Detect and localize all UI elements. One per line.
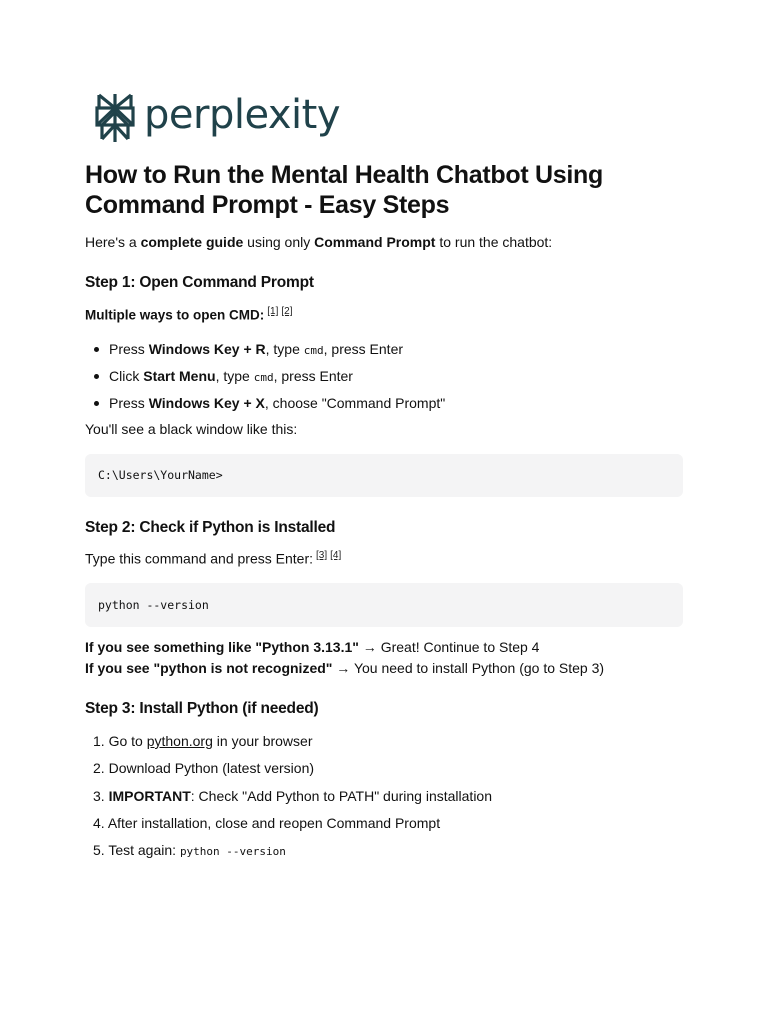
code-text: C:\Users\YourName> bbox=[98, 468, 223, 482]
code-text: python --version bbox=[98, 598, 209, 612]
logo-wordmark: perplexity bbox=[144, 92, 340, 138]
step2-heading: Step 2: Check if Python is Installed bbox=[85, 519, 336, 536]
inline-code: cmd bbox=[253, 371, 274, 384]
code-block-prompt bbox=[85, 454, 683, 497]
page-title: How to Run the Mental Health Chatbot Using Command Prompt - Easy Steps bbox=[85, 161, 603, 219]
perplexity-logo bbox=[94, 92, 340, 144]
inline-code: python --version bbox=[179, 845, 286, 859]
citation-3[interactable]: [3] bbox=[316, 550, 328, 561]
perplexity-logo-icon bbox=[94, 92, 136, 144]
step3-heading: Step 3: Install Python (if needed) bbox=[85, 700, 319, 717]
list-item: 2. Download Python (latest version) bbox=[93, 760, 315, 777]
step1-bullet-list bbox=[85, 340, 445, 421]
list-item: 1. Go to python.org in your browser bbox=[93, 733, 313, 749]
citation-1[interactable]: [1] bbox=[267, 306, 279, 317]
step1-subheading: Multiple ways to open CMD: [1] [2] bbox=[85, 306, 293, 323]
window-note: You'll see a black window like this: bbox=[85, 421, 298, 437]
step2-instruction: Type this command and press Enter: [3] [4] bbox=[85, 550, 342, 567]
step3-numbered-list bbox=[85, 732, 492, 868]
list-item: 4. After installation, close and reopen Command Prompt bbox=[93, 814, 441, 831]
list-item: 3. IMPORTANT: Check "Add Python to PATH" during installation bbox=[93, 787, 493, 804]
list-item: Click Start Menu, type cmd, press Enter bbox=[85, 367, 445, 394]
list-item: Press Windows Key + R, type cmd, press Enter bbox=[85, 340, 445, 367]
intro-paragraph: Here's a complete guide using only Command Prompt to run the chatbot: bbox=[85, 234, 553, 250]
list-item: 5. Test again: python --version bbox=[93, 842, 286, 859]
inline-code: cmd bbox=[303, 344, 324, 357]
list-item: Press Windows Key + X, choose "Command Prompt" bbox=[85, 394, 445, 421]
result-line-not-recognized: If you see "python is not recognized" → You need to install Python (go to Step 3) bbox=[85, 660, 605, 676]
citation-2[interactable]: [2] bbox=[281, 306, 293, 317]
step1-heading: Step 1: Open Command Prompt bbox=[85, 274, 314, 291]
citation-4[interactable]: [4] bbox=[330, 550, 342, 561]
result-line-success: If you see something like "Python 3.13.1" → Great! Continue to Step 4 bbox=[85, 639, 540, 655]
code-block-python-version bbox=[85, 583, 683, 627]
python-org-link[interactable]: python.org bbox=[146, 733, 213, 749]
